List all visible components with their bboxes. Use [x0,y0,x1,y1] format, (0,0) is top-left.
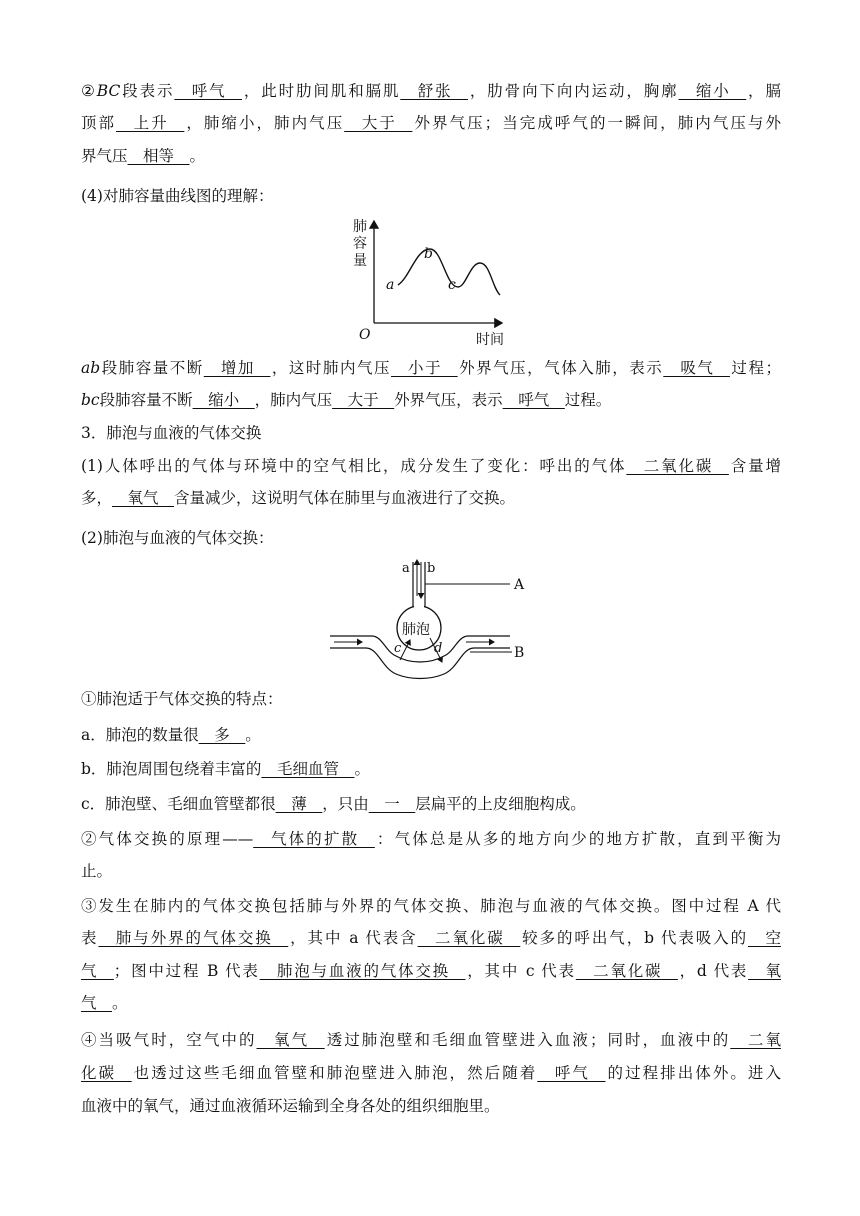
answer-blank: __上升__ [116,114,185,132]
answer-blank: __二氧化碳__ [417,929,521,947]
text-line-16 [81,861,781,881]
y-label-1: 肺 [353,219,367,235]
text-line-9 [81,488,781,508]
answer-blank: __小于__ [391,359,458,377]
line-text: 透过肺泡壁和毛细血管壁进入血液；同时，血液中的 [324,1031,731,1049]
line-text: 段肺容量不断 [99,391,193,409]
answer-blank: __吸气__ [663,359,730,377]
line-text: 表 [81,929,99,947]
line-text: a．肺泡的数量很 [81,726,199,744]
answer-blank: __气体的扩散__ [253,830,375,848]
point-a-label: a [386,277,395,293]
line-text: 。 [354,760,370,778]
line-text: 外界气压，表示 [394,391,503,409]
point-b-label: b [424,246,433,262]
line-text: c．肺泡壁、毛细血管壁都很 [81,795,276,813]
answer-blank: __二氧 [730,1031,781,1049]
label-d: d [434,641,443,656]
text-line-15 [81,829,781,849]
answer-blank: __大于__ [332,391,395,409]
line-text: 顶部 [81,114,117,132]
lung-volume-chart [350,215,510,347]
italic-label: ab [81,359,101,377]
y-label-2: 容 [353,236,367,252]
line-text: ② [81,82,97,100]
text-line-20 [81,993,781,1013]
line-text: 含量增 [728,457,781,475]
text-line-8 [81,456,781,476]
label-b: b [427,561,436,576]
line-text: 层扁平的上皮细胞构成。 [415,795,586,813]
alveolus-diagram [330,556,530,680]
line-text: 段表示 [120,82,175,100]
line-text: ，只由 [322,795,369,813]
text-line-12 [81,725,781,745]
answer-blank: __多__ [198,726,246,744]
line-text: 含量减少，这说明气体在肺里与血液进行了交换。 [174,489,516,507]
text-line-23 [81,1096,781,1116]
answer-blank: __二氧化碳__ [575,962,678,980]
line-text: ，肋骨向下向内运动，胸廓 [468,82,679,100]
line-text: 较多的呼出气，b 代表吸入的 [520,929,749,947]
origin-label: O [359,327,371,343]
line-text: (2)肺泡与血液的气体交换： [81,529,274,547]
line-text: ：气体总是从多的地方向少的地方扩散，直到平衡为 [374,830,781,848]
text-line-6 [81,390,781,410]
text-line-1 [81,81,781,101]
answer-blank: __氧 [748,962,781,980]
line-text: 过程。 [564,391,612,409]
answer-blank: 化碳__ [81,1064,132,1082]
line-text: 3．肺泡与血液的气体交换 [81,424,262,442]
text-line-14 [81,794,781,814]
line-text: (4)对肺容量曲线图的理解： [81,187,274,205]
line-text: ，其中 a 代表含 [288,929,418,947]
line-text: b．肺泡周围包绕着丰富的 [81,760,262,778]
text-line-5 [81,358,781,378]
answer-blank: __增加__ [203,359,271,377]
label-c: c [394,641,402,656]
text-line-4 [81,186,781,206]
line-text: ①肺泡适于气体交换的特点： [81,690,283,708]
text-line-2 [81,113,781,133]
answer-blank: __二氧化碳__ [626,457,729,475]
line-text: 也透过这些毛细血管壁和肺泡壁进入肺泡，然后随着 [131,1064,538,1082]
line-text: 界气压 [81,147,128,165]
y-label-3: 量 [353,253,367,269]
x-axis-label: 时间 [476,332,504,348]
text-line-3 [81,146,781,166]
line-text: ，肺缩小，肺内气压 [184,114,345,132]
line-text: ③发生在肺内的气体交换包括肺与外界的气体交换、肺泡与血液的气体交换。图中过程 A 代 [81,897,781,915]
line-text: ，d 代表 [677,962,749,980]
text-line-18 [81,928,781,948]
line-text: ，其中 c 代表 [465,962,576,980]
label-B: B [514,645,525,661]
line-text: 。 [245,726,261,744]
line-text: 段肺容量不断 [100,359,204,377]
answer-blank: __一__ [368,795,416,813]
text-line-11 [81,689,781,709]
answer-blank: __呼气__ [174,82,243,100]
answer-blank: __相等__ [127,147,190,165]
line-text: ，此时肋间肌和膈肌 [242,82,401,100]
line-text: ②气体交换的原理—— [81,830,254,848]
line-text: 过程； [729,359,781,377]
answer-blank: __缩小__ [192,391,255,409]
line-text: 外界气压，气体入肺，表示 [457,359,664,377]
text-line-10 [81,528,781,548]
answer-blank: __大于__ [344,114,413,132]
answer-blank: __肺与外界的气体交换__ [98,929,289,947]
answer-blank: 气__ [81,994,113,1012]
line-text: 外界气压；当完成呼气的一瞬间，肺内气压与外 [412,114,781,132]
label-a: a [402,561,410,576]
answer-blank: __肺泡与血液的气体交换__ [259,962,466,980]
line-text: 。 [189,147,206,165]
answer-blank: __空 [748,929,781,947]
line-text: ；图中过程 B 代表 [113,962,260,980]
line-text: ④当吸气时，空气中的 [81,1031,257,1049]
italic-label: bc [81,391,100,409]
answer-blank: __薄__ [275,795,323,813]
text-line-13 [81,759,781,779]
capillary-bottom [330,648,510,679]
point-c-label: c [448,277,456,293]
answer-blank: __毛细血管__ [261,760,355,778]
text-line-7 [81,423,781,443]
line-text: ，膈 [746,82,781,100]
italic-label: BC [96,82,121,100]
alveolus-label: 肺泡 [402,622,430,638]
label-A: A [514,577,525,593]
line-text: 的过程排出体外。进入 [605,1064,781,1082]
answer-blank: __缩小__ [678,82,747,100]
text-line-19 [81,961,781,981]
answer-blank: __舒张__ [400,82,469,100]
line-text: 。 [112,994,128,1012]
line-text: 多， [81,489,113,507]
line-text: 血液中的氧气，通过血液循环运输到全身各处的组织细胞里。 [81,1097,500,1115]
line-text: ，肺内气压 [254,391,333,409]
line-text: ，这时肺内气压 [270,359,392,377]
answer-blank: __氧气__ [112,489,175,507]
line-text: (1)人体呼出的气体与环境中的空气相比，成分发生了变化：呼出的气体 [81,457,627,475]
answer-blank: 气__ [81,962,114,980]
text-line-22 [81,1063,781,1083]
answer-blank: __氧气__ [256,1031,325,1049]
line-text: 止。 [81,862,113,880]
answer-blank: __呼气__ [537,1064,606,1082]
answer-blank: __呼气__ [502,391,565,409]
text-line-21 [81,1030,781,1050]
text-line-17 [81,896,781,916]
